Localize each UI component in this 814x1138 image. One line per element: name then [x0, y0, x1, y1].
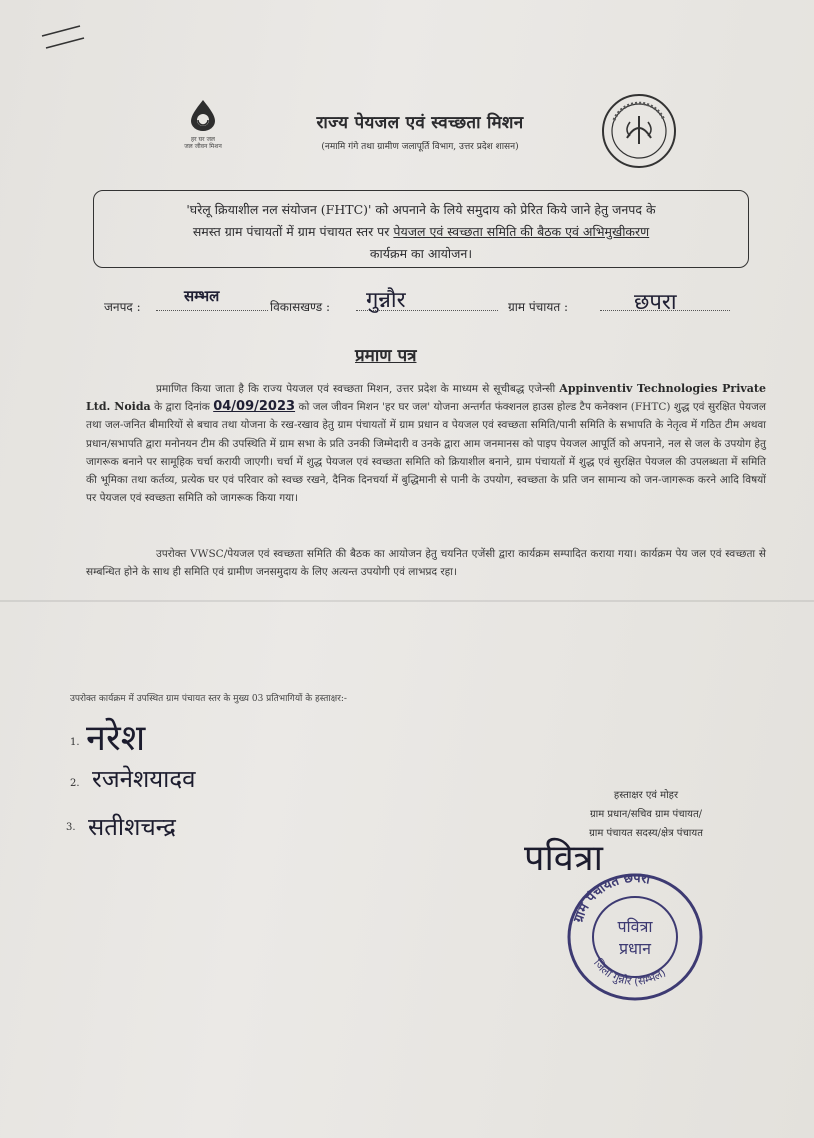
seal-center-title: प्रधान: [619, 939, 651, 958]
block-value: गुन्नौर: [366, 288, 406, 313]
participant-signature-1: नरेश: [86, 718, 146, 759]
jal-jeevan-logo: [168, 98, 238, 150]
gram-panchayat-seal: [560, 862, 710, 1002]
certificate-paragraph-1: [86, 380, 766, 507]
panchayat-value: छपरा: [634, 290, 677, 315]
participant-number-3: 3.: [66, 822, 76, 833]
program-date: 04/09/2023: [213, 399, 296, 415]
letterhead: [255, 110, 585, 152]
location-fields: [104, 287, 744, 320]
block-label: विकासखण्ड :: [270, 300, 331, 314]
participant-number-1: 1.: [70, 737, 80, 748]
district-value: सम्भल: [184, 287, 220, 305]
pradhan-signature: पवित्रा: [524, 838, 603, 879]
para1-text-b: के द्वारा दिनांक: [150, 401, 214, 414]
para2-text: उपरोक्त VWSC/पेयजल एवं स्वच्छता समिति की बैठक का आयोजन हेतु चयनित एजेंसी द्वारा कार्यक्रम सम्पादित कराया गया। कार्यक्रम पेय जल एवं स्वच्छता से सम्बन्धित होने के साथ ही समिति एवं ग्रामीण जनसमुदाय के लिए अत्यन्त उपयोगी एवं लाभप्रद रहा।: [86, 548, 766, 579]
subject-line-3: कार्यक्रम का आयोजन।: [369, 246, 473, 261]
attendance-intro: उपरोक्त कार्यक्रम में उपस्थित ग्राम पंचायत स्तर के मुख्य 03 प्रतिभागियों के हस्ताक्षर:-: [70, 694, 347, 704]
logo-caption: हर घर जल जल जीवन मिशन: [184, 136, 222, 150]
agency-name: Appinventiv Technologies Private Ltd. Noida: [86, 382, 767, 414]
district-label: जनपद :: [104, 300, 141, 314]
participant-number-2: 2.: [70, 778, 80, 789]
subject-line-2-underlined: पेयजल एवं स्वच्छता समिति की बैठक एवं अभिमुखीकरण: [393, 224, 650, 239]
seal-center-name: पवित्रा: [617, 917, 653, 936]
subject-box: [93, 190, 749, 268]
up-state-emblem-icon: [600, 92, 678, 170]
participant-signature-2: रजनेशयादव: [92, 765, 196, 793]
certificate-title: प्रमाण पत्र: [355, 346, 417, 366]
signatory-line-2: ग्राम प्रधान/सचिव ग्राम पंचायत/: [589, 809, 703, 820]
signatory-line-1: हस्ताक्षर एवं मोहर: [613, 790, 679, 801]
para1-text-c: को जल जीवन मिशन 'हर घर जल' योजना अन्तर्गत फंक्शनल हाउस होल्ड टैप कनेक्शन (FHTC) शुद्ध एवं सुरक्षित पेयजल तथा जल-जनित बीमारियों से बचाव तथा योजना के रख-रखाव हेतु ग्राम पंचायतों में ग्राम प्रधान व पेयजल एवं स्वच्छता समिति/पानी समिति के सभापति के नेतृत्व में गठित टीम अथवा प्रधान/सभापति द्वारा मनोनयन टीम की उपस्थिति में ग्राम सभा के प्रति उनकी जिम्मेदारी व उनके द्वारा आम जनमानस को पाइप पेयजल आपूर्ति को अपनाने, नल से जल के उपयोग हेतु जागरूक बनाने पर सामूहिक चर्चा करायी जाएगी। चर्चा में शुद्ध पेयजल एवं स्वच्छता समिति को क्रियाशील बनाने, ग्राम पंचायतों में शुद्ध एवं सुरक्षित पेयजल की उपलब्धता में समिति की भूमिका तथा कर्तव्य, प्रत्येक घर एवं परिवार को स्वच्छ रखने, दैनिक दिनचर्या में बुद्धिमानी से पानी के उपयोग, स्वच्छता के प्रति जन सामान्य को जन-जागरूक करने आदि विषयों पर पेयजल एवं स्वच्छता समिति को जागरूक किया गया।: [86, 401, 767, 505]
mission-title: राज्य पेयजल एवं स्वच्छता मिशन: [316, 113, 524, 133]
para1-text-a: प्रमाणित किया जाता है कि राज्य पेयजल एवं स्वच्छता मिशन, उत्तर प्रदेश के माध्यम से सूचीबद्ध एजेन्सी: [156, 383, 560, 395]
participant-signature-3: सतीशचन्द्र: [88, 813, 176, 841]
seal-bottom-text: जिला गुन्नौर (सम्भल): [590, 956, 669, 988]
water-drop-icon: [183, 98, 223, 132]
seal-ring-text: ग्राम पंचायत छपरा: [571, 870, 652, 925]
subject-line-1: 'घरेलू क्रियाशील नल संयोजन (FHTC)' को अपनाने के लिये समुदाय को प्रेरित किये जाने हेतु जनपद के: [186, 202, 656, 217]
panchayat-label: ग्राम पंचायत :: [508, 300, 569, 314]
mission-subtitle: (नमामि गंगे तथा ग्रामीण जलापूर्ति विभाग, उत्तर प्रदेश शासन): [321, 142, 519, 152]
paper-fold: [0, 600, 814, 602]
signatory-line-3: ग्राम पंचायत सदस्य/क्षेत्र पंचायत: [589, 828, 703, 839]
subject-line-2-plain: समस्त ग्राम पंचायतों में ग्राम पंचायत स्तर पर: [192, 224, 394, 239]
subject-line-2: [108, 221, 734, 243]
certificate-paragraph-2: [86, 545, 766, 581]
pen-mark-icon: [40, 22, 90, 52]
